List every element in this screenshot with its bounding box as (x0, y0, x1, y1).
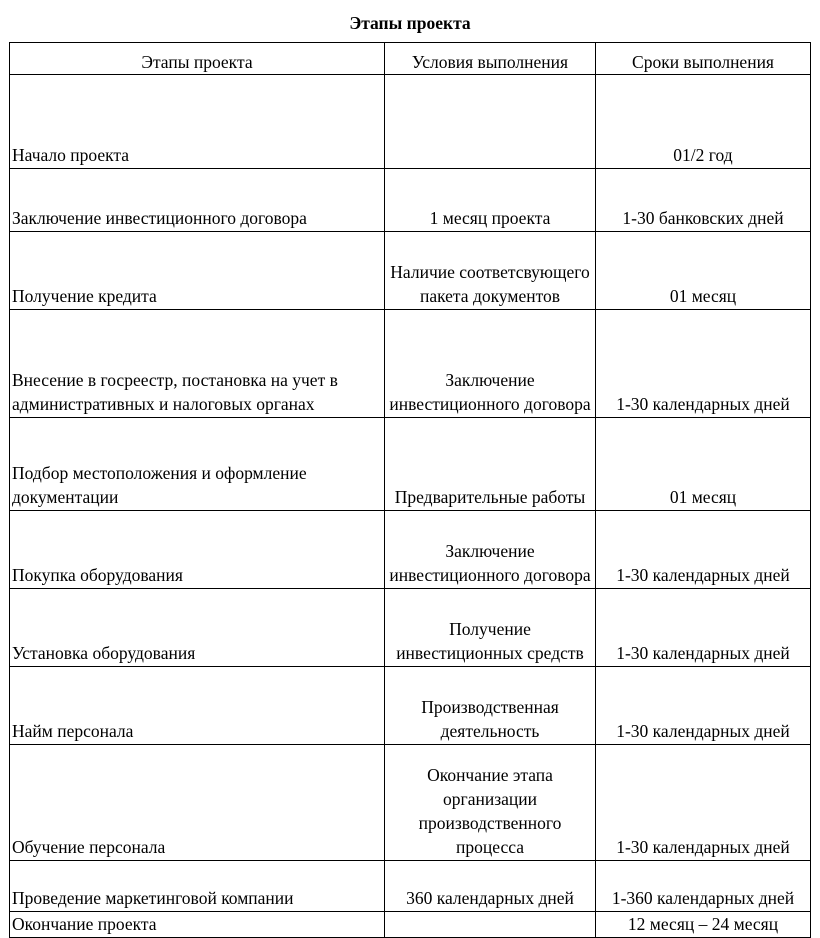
condition-cell: Окончание этапа организации производственного процесса (385, 745, 596, 861)
stage-cell: Покупка оборудования (10, 511, 385, 589)
term-cell: 1-30 календарных дней (596, 745, 811, 861)
term-cell: 01 месяц (596, 418, 811, 511)
table-row (10, 589, 811, 667)
stage-cell: Заключение инвестиционного договора (10, 169, 385, 232)
condition-cell (385, 75, 596, 169)
table-row (10, 232, 811, 310)
project-stages-table (9, 42, 811, 938)
stage-cell: Внесение в госреестр, постановка на учет в административных и налоговых органах (10, 310, 385, 418)
table-row (10, 310, 811, 418)
stage-cell: Обучение персонала (10, 745, 385, 861)
header-term: Сроки выполнения (596, 43, 811, 75)
term-cell: 1-30 календарных дней (596, 310, 811, 418)
stage-cell: Окончание проекта (10, 912, 385, 938)
condition-cell: 360 календарных дней (385, 861, 596, 912)
table-row (10, 511, 811, 589)
stage-cell: Проведение маркетинговой компании (10, 861, 385, 912)
table-row (10, 75, 811, 169)
condition-cell: 1 месяц проекта (385, 169, 596, 232)
condition-cell: Наличие соответсвующего пакета документов (385, 232, 596, 310)
term-cell: 01/2 год (596, 75, 811, 169)
table-row (10, 861, 811, 912)
stage-cell: Начало проекта (10, 75, 385, 169)
stage-cell: Найм персонала (10, 667, 385, 745)
term-cell: 1-30 календарных дней (596, 511, 811, 589)
term-cell: 12 месяц – 24 месяц (596, 912, 811, 938)
condition-cell: Заключение инвестиционного договора (385, 310, 596, 418)
condition-cell: Заключение инвестиционного договора (385, 511, 596, 589)
table-row (10, 745, 811, 861)
stage-cell: Установка оборудования (10, 589, 385, 667)
condition-cell: Предварительные работы (385, 418, 596, 511)
term-cell: 1-30 банковских дней (596, 169, 811, 232)
term-cell: 01 месяц (596, 232, 811, 310)
header-row (10, 43, 811, 75)
table-row (10, 912, 811, 938)
header-stage: Этапы проекта (10, 43, 385, 75)
term-cell: 1-30 календарных дней (596, 667, 811, 745)
term-cell: 1-360 календарных дней (596, 861, 811, 912)
header-condition: Условия выполнения (385, 43, 596, 75)
condition-cell: Получение инвестиционных средств (385, 589, 596, 667)
table-row (10, 667, 811, 745)
table-row (10, 169, 811, 232)
term-cell: 1-30 календарных дней (596, 589, 811, 667)
stage-cell: Получение кредита (10, 232, 385, 310)
condition-cell (385, 912, 596, 938)
condition-cell: Производственная деятельность (385, 667, 596, 745)
table-title: Этапы проекта (349, 13, 471, 33)
table-row (10, 418, 811, 511)
stage-cell: Подбор местоположения и оформление документации (10, 418, 385, 511)
